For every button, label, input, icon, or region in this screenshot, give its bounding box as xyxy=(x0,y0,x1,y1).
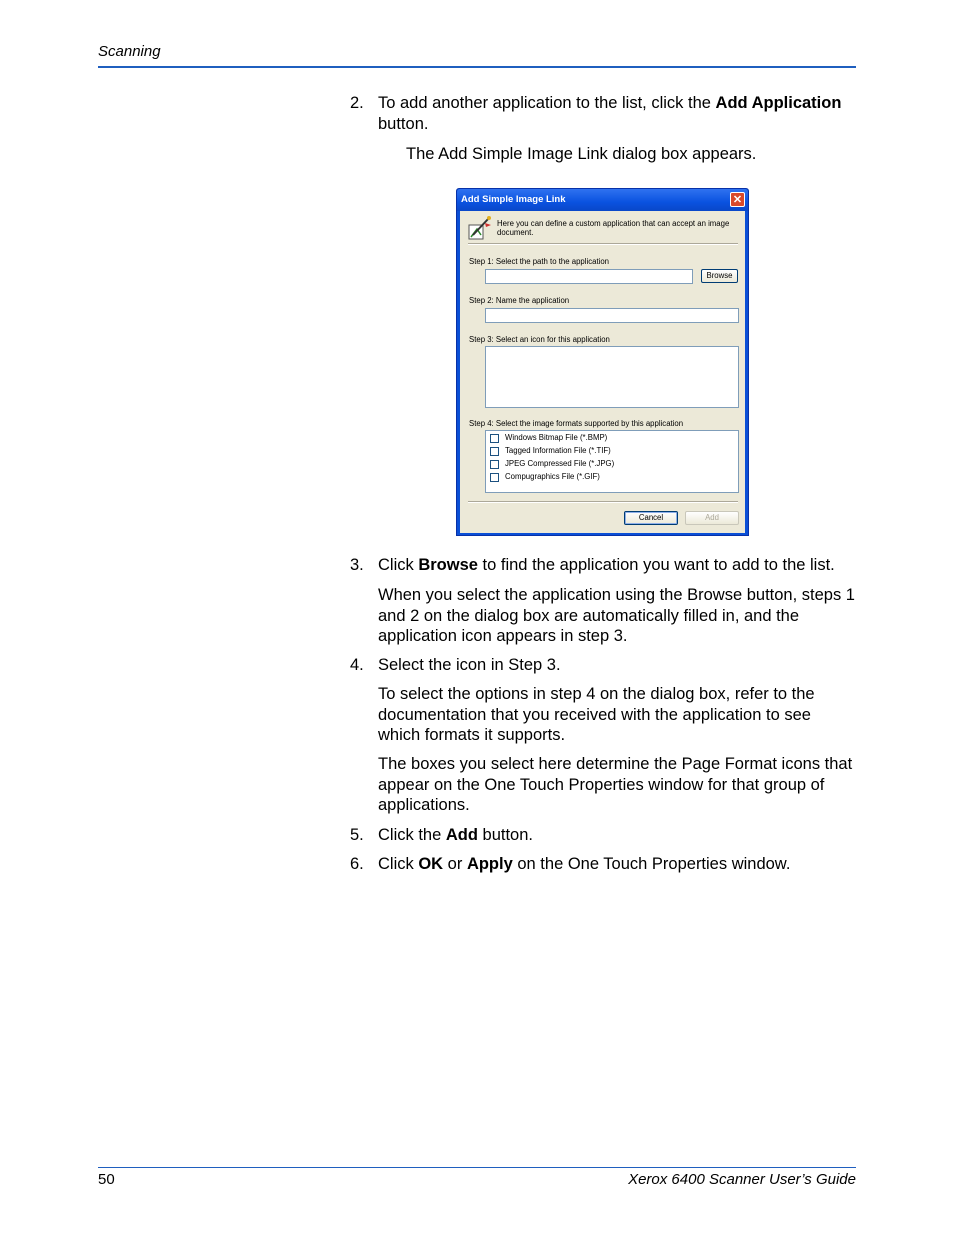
step3-label: Step 3: Select an icon for this application xyxy=(469,335,610,344)
step-text xyxy=(378,555,856,576)
cancel-button[interactable]: Cancel xyxy=(624,511,678,525)
guide-title: Xerox 6400 Scanner User’s Guide xyxy=(628,1171,856,1188)
dialog-intro-line2: document. xyxy=(497,228,534,237)
page-number: 50 xyxy=(98,1171,115,1188)
text-run: Click xyxy=(378,556,419,574)
dialog-appears-note: The Add Simple Image Link dialog box appears. xyxy=(406,145,757,163)
format-label: Windows Bitmap File (*.BMP) xyxy=(505,433,608,442)
checkbox[interactable] xyxy=(490,434,499,443)
step4-label: Step 4: Select the image formats supported by this application xyxy=(469,419,684,428)
dialog-title-bar xyxy=(457,189,748,211)
step2-label: Step 2: Name the application xyxy=(469,296,570,305)
text-run: to find the application you want to add to the list. xyxy=(477,556,835,574)
options-note: To select the options in step 4 on the dialog box, refer to the documentation that you received with the application to see which formats it supports. xyxy=(378,685,815,744)
text-run: or xyxy=(443,855,467,873)
bold-run: Add Application xyxy=(715,94,842,112)
application-path-input[interactable] xyxy=(485,269,693,284)
footer-rule xyxy=(98,1167,856,1168)
header-rule xyxy=(98,66,856,68)
add-simple-image-link-dialog xyxy=(456,188,749,536)
text-run: Click the xyxy=(378,826,446,844)
bold-run: Add xyxy=(445,826,478,844)
text-run: Click xyxy=(378,855,419,873)
image-format-list xyxy=(485,430,739,493)
bold-run: Apply xyxy=(466,855,513,873)
step-text xyxy=(378,93,856,134)
add-button[interactable]: Add xyxy=(685,511,739,525)
step-number: 3. xyxy=(350,556,364,574)
bold-run: OK xyxy=(418,855,444,873)
step-text: Select the icon in Step 3. xyxy=(378,656,561,674)
format-label: Compugraphics File (*.GIF) xyxy=(505,472,600,481)
browse-button[interactable]: Browse xyxy=(701,269,738,283)
checkbox[interactable] xyxy=(490,460,499,469)
step-number: 6. xyxy=(350,855,364,873)
running-header: Scanning xyxy=(98,43,161,60)
wizard-icon xyxy=(467,215,493,241)
separator xyxy=(468,501,738,503)
format-label: Tagged Information File (*.TIF) xyxy=(505,446,611,455)
step-number: 4. xyxy=(350,656,364,674)
step-number: 2. xyxy=(350,94,364,112)
icon-list[interactable] xyxy=(485,346,739,408)
text-run: on the One Touch Properties window. xyxy=(512,855,791,873)
close-icon[interactable]: ✕ xyxy=(730,192,745,207)
step-number: 5. xyxy=(350,826,364,844)
checkbox[interactable] xyxy=(490,447,499,456)
text-run: button. xyxy=(378,114,429,133)
text-run: To add another application to the list, click the xyxy=(378,94,716,112)
dialog-intro-line1: Here you can define a custom application that can accept an image xyxy=(497,219,730,228)
step-text xyxy=(378,854,856,875)
format-label: JPEG Compressed File (*.JPG) xyxy=(505,459,615,468)
bold-run: Browse xyxy=(418,556,478,574)
dialog-title: Add Simple Image Link xyxy=(461,194,566,205)
browse-note: When you select the application using the Browse button, steps 1 and 2 on the dialog box are automatically filled in, and the application icon appears in step 3. xyxy=(378,586,855,645)
step-text xyxy=(378,825,856,846)
step1-label: Step 1: Select the path to the application xyxy=(469,257,610,266)
application-name-input[interactable] xyxy=(485,308,739,323)
checkbox[interactable] xyxy=(490,473,499,482)
separator xyxy=(468,243,738,245)
dialog-body xyxy=(460,211,745,533)
text-run: button. xyxy=(477,826,533,844)
boxes-note: The boxes you select here determine the Page Format icons that appear on the One Touch Properties window for that group of applications. xyxy=(378,755,853,814)
